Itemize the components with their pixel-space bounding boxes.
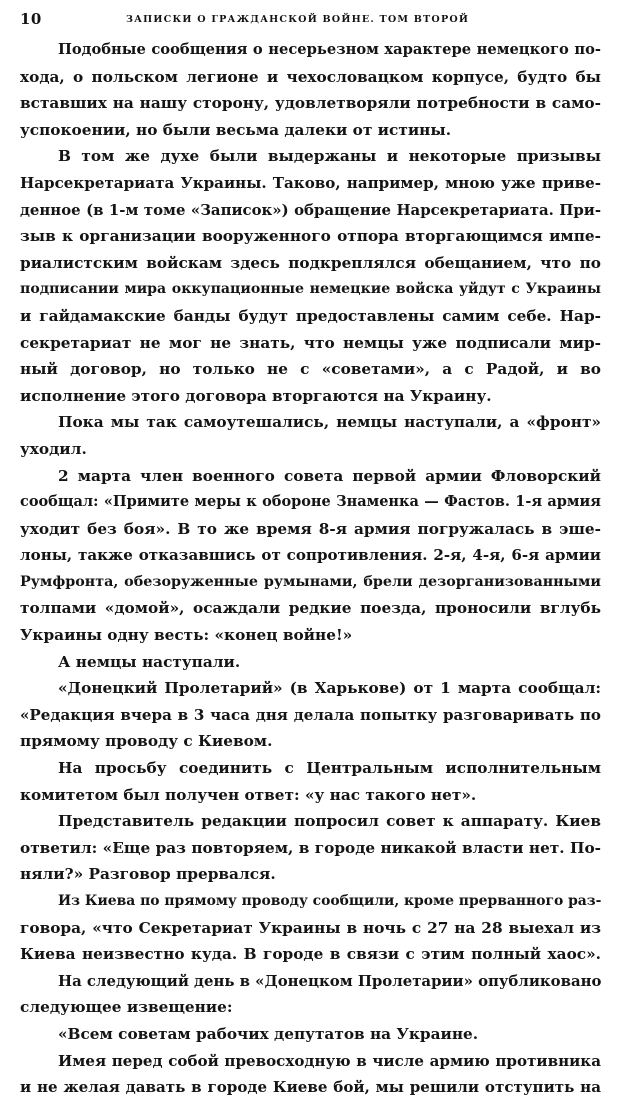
text-line: подписании мира оккупационные немецкие войска уйдут с Украины [20,281,601,298]
text-line: хода, о польском легионе и чехословацком корпусе, будто бы [20,67,601,86]
text-line: На просьбу соединить с Центральным исполнительным [58,759,601,778]
text-line: «Донецкий Пролетарий» (в Харькове) от 1 марта сообщал: [58,679,601,698]
text-line: ный договор, но только не с «советами», а с Радой, и во [20,360,601,379]
text-line: В том же духе были выдержаны и некоторые призывы [58,147,601,166]
body-text [20,37,601,1101]
text-line: Представитель редакции попросил совет к аппарату. Киев [58,812,601,831]
text-line: А немцы наступали. [58,652,241,671]
text-line: лоны, также отказавшись от сопротивления. 2-я, 4-я, 6-я армии [20,546,601,565]
text-line: ответил: «Еще раз повторяем, в городе никакой власти нет. По- [20,838,601,857]
text-line: «Всем советам рабочих депутатов на Украине. [58,1024,479,1043]
text-line: Из Киева по прямому проводу сообщили, кроме прерванного раз- [58,893,601,909]
running-head [20,10,600,34]
text-line: Румфронта, обезоруженные румынами, брели дезорганизованными [20,573,601,590]
text-line: толпами «домой», осаждали редкие поезда, проносили вглубь [20,599,601,618]
text-line: Киева неизвестно куда. В городе в связи с этим полный хаос». [20,945,601,964]
text-line: говора, «что Секретариат Украины в ночь с 27 на 28 выехал из [20,918,601,937]
text-line: вставших на нашу сторону, удовлетворяли потребности в само- [20,94,601,113]
text-line: На следующий день в «Донецком Пролетарии» опубликовано [58,971,601,990]
text-line: комитетом был получен ответ: «у нас такого нет». [20,785,477,804]
text-line: следующее извещение: [20,998,233,1017]
text-line: зыв к организации вооруженного отпора вторгающимся импе- [20,227,601,246]
text-line: успокоении, но были весьма далеки от истины. [20,120,452,139]
text-line: Пока мы так самоутешались, немцы наступали, а «фронт» [58,413,601,432]
running-head-title: ЗАПИСКИ О ГРАЖДАНСКОЙ ВОЙНЕ. ТОМ ВТОРОЙ [126,14,470,25]
text-line: «Редакция вчера в 3 часа дня делала попытку разговаривать по [20,705,601,724]
text-line: 2 марта член военного совета первой армии Фловорский [58,466,601,485]
text-line: Украины одну весть: «конец войне!» [20,626,353,645]
text-line: денное (в 1-м томе «Записок») обращение Нарсекретариата. При- [20,200,601,219]
text-line: няли?» Разговор прервался. [20,865,276,884]
text-line: Имея перед собой превосходную в числе армию противника [58,1051,601,1070]
text-line: риалистским войскам здесь подкреплялся обещанием, что по [20,253,601,272]
text-line: уходил. [20,439,87,458]
text-line: Подобные сообщения о несерьезном характере немецкого по- [58,41,601,58]
text-line: и гайдамакские банды будут предоставлены самим себе. Нар- [20,306,601,325]
text-line: и не желая давать в городе Киеве бой, мы решили отступить на [20,1078,601,1097]
text-line: сообщал: «Примите меры к обороне Знаменка — Фастов. 1-я армия [20,493,601,511]
text-line: уходит без боя». В то же время 8-я армия погружалась в эше- [20,519,601,538]
page-number: 10 [20,10,42,28]
text-line: прямому проводу с Киевом. [20,732,273,751]
text-line: Нарсекретариата Украины. Таково, например, мною уже приве- [20,173,601,192]
text-line: исполнение этого договора вторгаются на Украину. [20,386,492,405]
text-line: секретариат не мог не знать, что немцы уже подписали мир- [20,333,601,352]
